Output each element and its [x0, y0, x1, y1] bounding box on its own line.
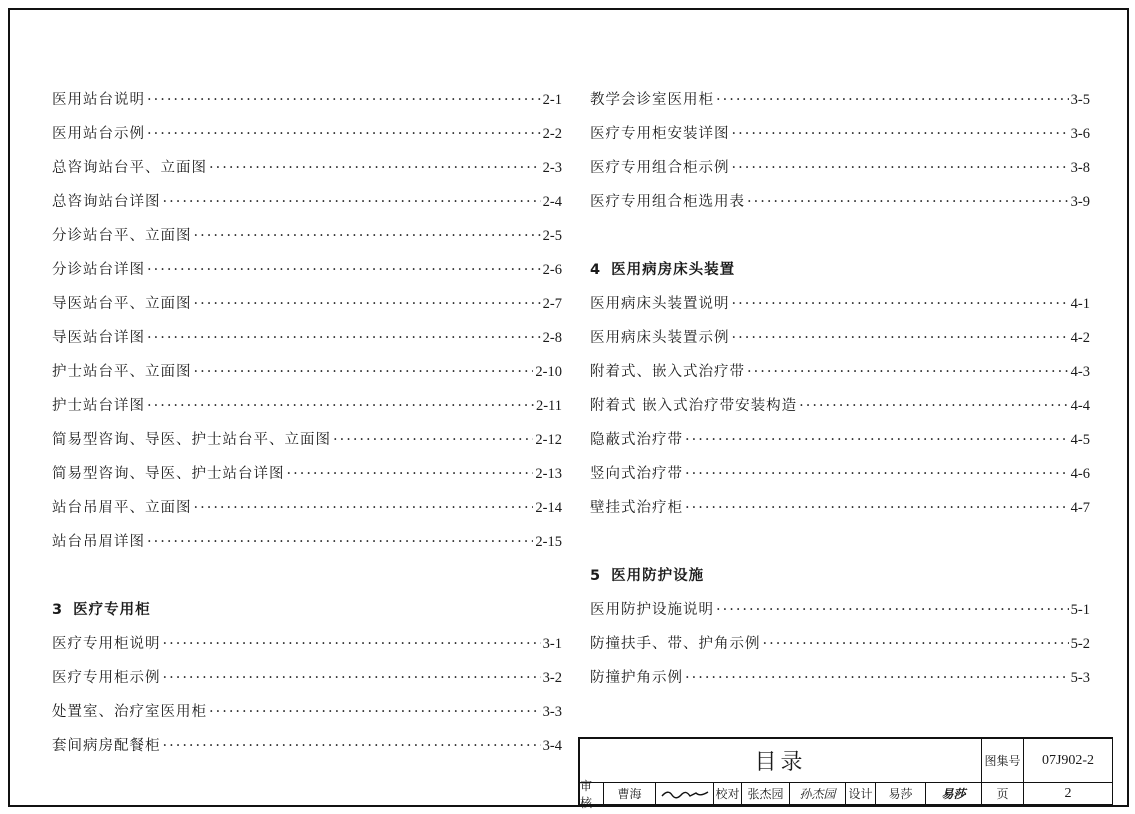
dot-leader	[163, 738, 541, 754]
toc-entry	[52, 666, 562, 700]
title-block	[578, 737, 1113, 810]
toc-entry-title: 医用防护设施说明	[590, 602, 714, 618]
dot-leader	[147, 330, 541, 346]
section-heading-3	[52, 598, 562, 632]
toc-entry-page: 3-1	[542, 636, 562, 652]
toc-entry-page: 2-8	[542, 330, 562, 346]
checker-name: 张杰园	[742, 783, 790, 805]
toc-entry	[52, 156, 562, 190]
toc-entry-title: 医疗专用柜示例	[52, 670, 161, 686]
toc-entry-page: 4-2	[1070, 330, 1090, 346]
toc-entry-title: 教学会诊室医用柜	[590, 92, 714, 108]
dot-leader	[333, 432, 533, 448]
toc-entry	[52, 292, 562, 326]
toc-entry	[52, 326, 562, 360]
toc-right-column	[590, 88, 1090, 700]
dot-leader	[747, 364, 1069, 380]
toc-entry-title: 医疗专用柜说明	[52, 636, 161, 652]
toc-entry-title: 导医站台详图	[52, 330, 145, 346]
page-label: 页	[982, 783, 1024, 805]
toc-entry-title: 简易型咨询、导医、护士站台平、立面图	[52, 432, 331, 448]
toc-entry-title: 总咨询站台详图	[52, 194, 161, 210]
page-number: 2	[1024, 783, 1113, 805]
section-heading-5	[590, 564, 1090, 598]
toc-entry-title: 总咨询站台平、立面图	[52, 160, 207, 176]
toc-entry-title: 简易型咨询、导医、护士站台详图	[52, 466, 285, 482]
toc-entry-page: 5-1	[1070, 602, 1090, 618]
toc-entry-title: 防撞护角示例	[590, 670, 683, 686]
dot-leader	[147, 126, 541, 142]
toc-entry-page: 5-2	[1070, 636, 1090, 652]
toc-entry-page: 3-6	[1070, 126, 1090, 142]
toc-entry	[590, 88, 1090, 122]
dot-leader	[163, 636, 541, 652]
section-title: 医用病房床头装置	[611, 262, 736, 278]
toc-entry-page: 2-10	[535, 364, 562, 380]
toc-entry	[590, 598, 1090, 632]
dot-leader	[147, 398, 534, 414]
dot-leader	[163, 670, 541, 686]
dot-leader	[287, 466, 534, 482]
toc-entry-title: 护士站台详图	[52, 398, 145, 414]
review-label: 审核	[580, 783, 604, 805]
design-label: 设计	[846, 783, 876, 805]
designer-name: 易莎	[876, 783, 926, 805]
toc-entry	[590, 394, 1090, 428]
toc-entry-page: 4-3	[1070, 364, 1090, 380]
toc-entry-page: 2-3	[542, 160, 562, 176]
toc-entry	[590, 428, 1090, 462]
toc-entry-title: 套间病房配餐柜	[52, 738, 161, 754]
toc-entry-title: 护士站台平、立面图	[52, 364, 192, 380]
dot-leader	[716, 92, 1069, 108]
toc-entry-page: 4-5	[1070, 432, 1090, 448]
toc-entry-page: 3-3	[542, 704, 562, 720]
toc-entry-page: 2-4	[542, 194, 562, 210]
toc-entry-page: 2-6	[542, 262, 562, 278]
toc-entry-page: 3-4	[542, 738, 562, 754]
dot-leader	[685, 500, 1069, 516]
toc-entry	[52, 700, 562, 734]
section-number: 3	[52, 602, 64, 618]
toc-entry-title: 医用病床头装置说明	[590, 296, 730, 312]
toc-entry-page: 3-9	[1070, 194, 1090, 210]
toc-entry-page: 3-8	[1070, 160, 1090, 176]
toc-entry-title: 医疗专用组合柜示例	[590, 160, 730, 176]
toc-left-column	[52, 88, 562, 768]
toc-entry-page: 2-15	[535, 534, 562, 550]
toc-entry	[52, 394, 562, 428]
toc-entry	[590, 360, 1090, 394]
dot-leader	[194, 228, 541, 244]
toc-entry	[590, 496, 1090, 530]
toc-entry	[590, 292, 1090, 326]
toc-entry-title: 防撞扶手、带、护角示例	[590, 636, 761, 652]
section-title: 医疗专用柜	[73, 602, 151, 618]
toc-entry	[52, 224, 562, 258]
section-heading-4	[590, 258, 1090, 292]
toc-entry	[52, 122, 562, 156]
toc-entry-page: 2-12	[535, 432, 562, 448]
toc-entry-page: 2-5	[542, 228, 562, 244]
toc-entry	[590, 462, 1090, 496]
toc-entry-page: 2-7	[542, 296, 562, 312]
toc-entry-title: 站台吊眉平、立面图	[52, 500, 192, 516]
toc-entry-page: 5-3	[1070, 670, 1090, 686]
toc-entry	[52, 530, 562, 564]
toc-entry-title: 附着式 嵌入式治疗带安装构造	[590, 398, 798, 414]
toc-entry	[52, 258, 562, 292]
toc-entry	[590, 122, 1090, 156]
toc-entry	[52, 462, 562, 496]
dot-leader	[732, 160, 1069, 176]
toc-entry-title: 站台吊眉详图	[52, 534, 145, 550]
designer-signature: 易莎	[926, 783, 982, 805]
atlas-number-label: 图集号	[982, 739, 1024, 783]
toc-entry-title: 分诊站台平、立面图	[52, 228, 192, 244]
toc-entry-page: 4-1	[1070, 296, 1090, 312]
toc-entry	[590, 156, 1090, 190]
checker-signature: 孙杰园	[790, 783, 846, 805]
section-number: 5	[590, 568, 602, 584]
toc-entry-title: 导医站台平、立面图	[52, 296, 192, 312]
toc-entry-title: 分诊站台详图	[52, 262, 145, 278]
atlas-number: 07J902-2	[1024, 739, 1113, 783]
toc-entry	[52, 428, 562, 462]
toc-entry-page: 2-2	[542, 126, 562, 142]
dot-leader	[194, 364, 534, 380]
toc-entry-title: 医用病床头装置示例	[590, 330, 730, 346]
dot-leader	[732, 296, 1069, 312]
toc-entry	[52, 190, 562, 224]
dot-leader	[732, 330, 1069, 346]
dot-leader	[209, 160, 541, 176]
dot-leader	[194, 500, 534, 516]
toc-entry-title: 处置室、治疗室医用柜	[52, 704, 207, 720]
toc-entry-title: 壁挂式治疗柜	[590, 500, 683, 516]
dot-leader	[685, 466, 1069, 482]
dot-leader	[209, 704, 541, 720]
toc-entry	[52, 360, 562, 394]
dot-leader	[747, 194, 1069, 210]
toc-entry-title: 医用站台说明	[52, 92, 145, 108]
toc-entry-page: 4-6	[1070, 466, 1090, 482]
section-title: 医用防护设施	[611, 568, 705, 584]
toc-entry-title: 附着式、嵌入式治疗带	[590, 364, 745, 380]
toc-entry	[52, 734, 562, 768]
dot-leader	[194, 296, 541, 312]
dot-leader	[147, 262, 541, 278]
dot-leader	[799, 398, 1069, 414]
dot-leader	[685, 432, 1069, 448]
reviewer-signature	[656, 783, 714, 805]
section-number: 4	[590, 262, 602, 278]
dot-leader	[685, 670, 1069, 686]
dot-leader	[147, 92, 541, 108]
toc-entry	[590, 190, 1090, 224]
toc-entry	[52, 88, 562, 122]
check-label: 校对	[714, 783, 742, 805]
toc-entry-page: 4-7	[1070, 500, 1090, 516]
toc-entry	[52, 496, 562, 530]
dot-leader	[163, 194, 541, 210]
toc-entry	[590, 326, 1090, 360]
dot-leader	[147, 534, 533, 550]
toc-entry	[52, 632, 562, 666]
toc-entry-page: 3-2	[542, 670, 562, 686]
toc-entry-title: 医疗专用组合柜选用表	[590, 194, 745, 210]
toc-entry-title: 隐蔽式治疗带	[590, 432, 683, 448]
reviewer-name: 曹海	[604, 783, 656, 805]
dot-leader	[716, 602, 1069, 618]
dot-leader	[732, 126, 1069, 142]
toc-entry-title: 医疗专用柜安装详图	[590, 126, 730, 142]
toc-entry-page: 2-1	[542, 92, 562, 108]
toc-entry-title: 医用站台示例	[52, 126, 145, 142]
toc-entry-page: 2-14	[535, 500, 562, 516]
toc-entry	[590, 666, 1090, 700]
dot-leader	[763, 636, 1069, 652]
drawing-title: 目录	[580, 739, 982, 783]
toc-entry-page: 2-11	[535, 398, 562, 414]
toc-entry-page: 2-13	[535, 466, 562, 482]
toc-entry-page: 3-5	[1070, 92, 1090, 108]
toc-entry-page: 4-4	[1070, 398, 1090, 414]
toc-entry	[590, 632, 1090, 666]
toc-entry-title: 竖向式治疗带	[590, 466, 683, 482]
